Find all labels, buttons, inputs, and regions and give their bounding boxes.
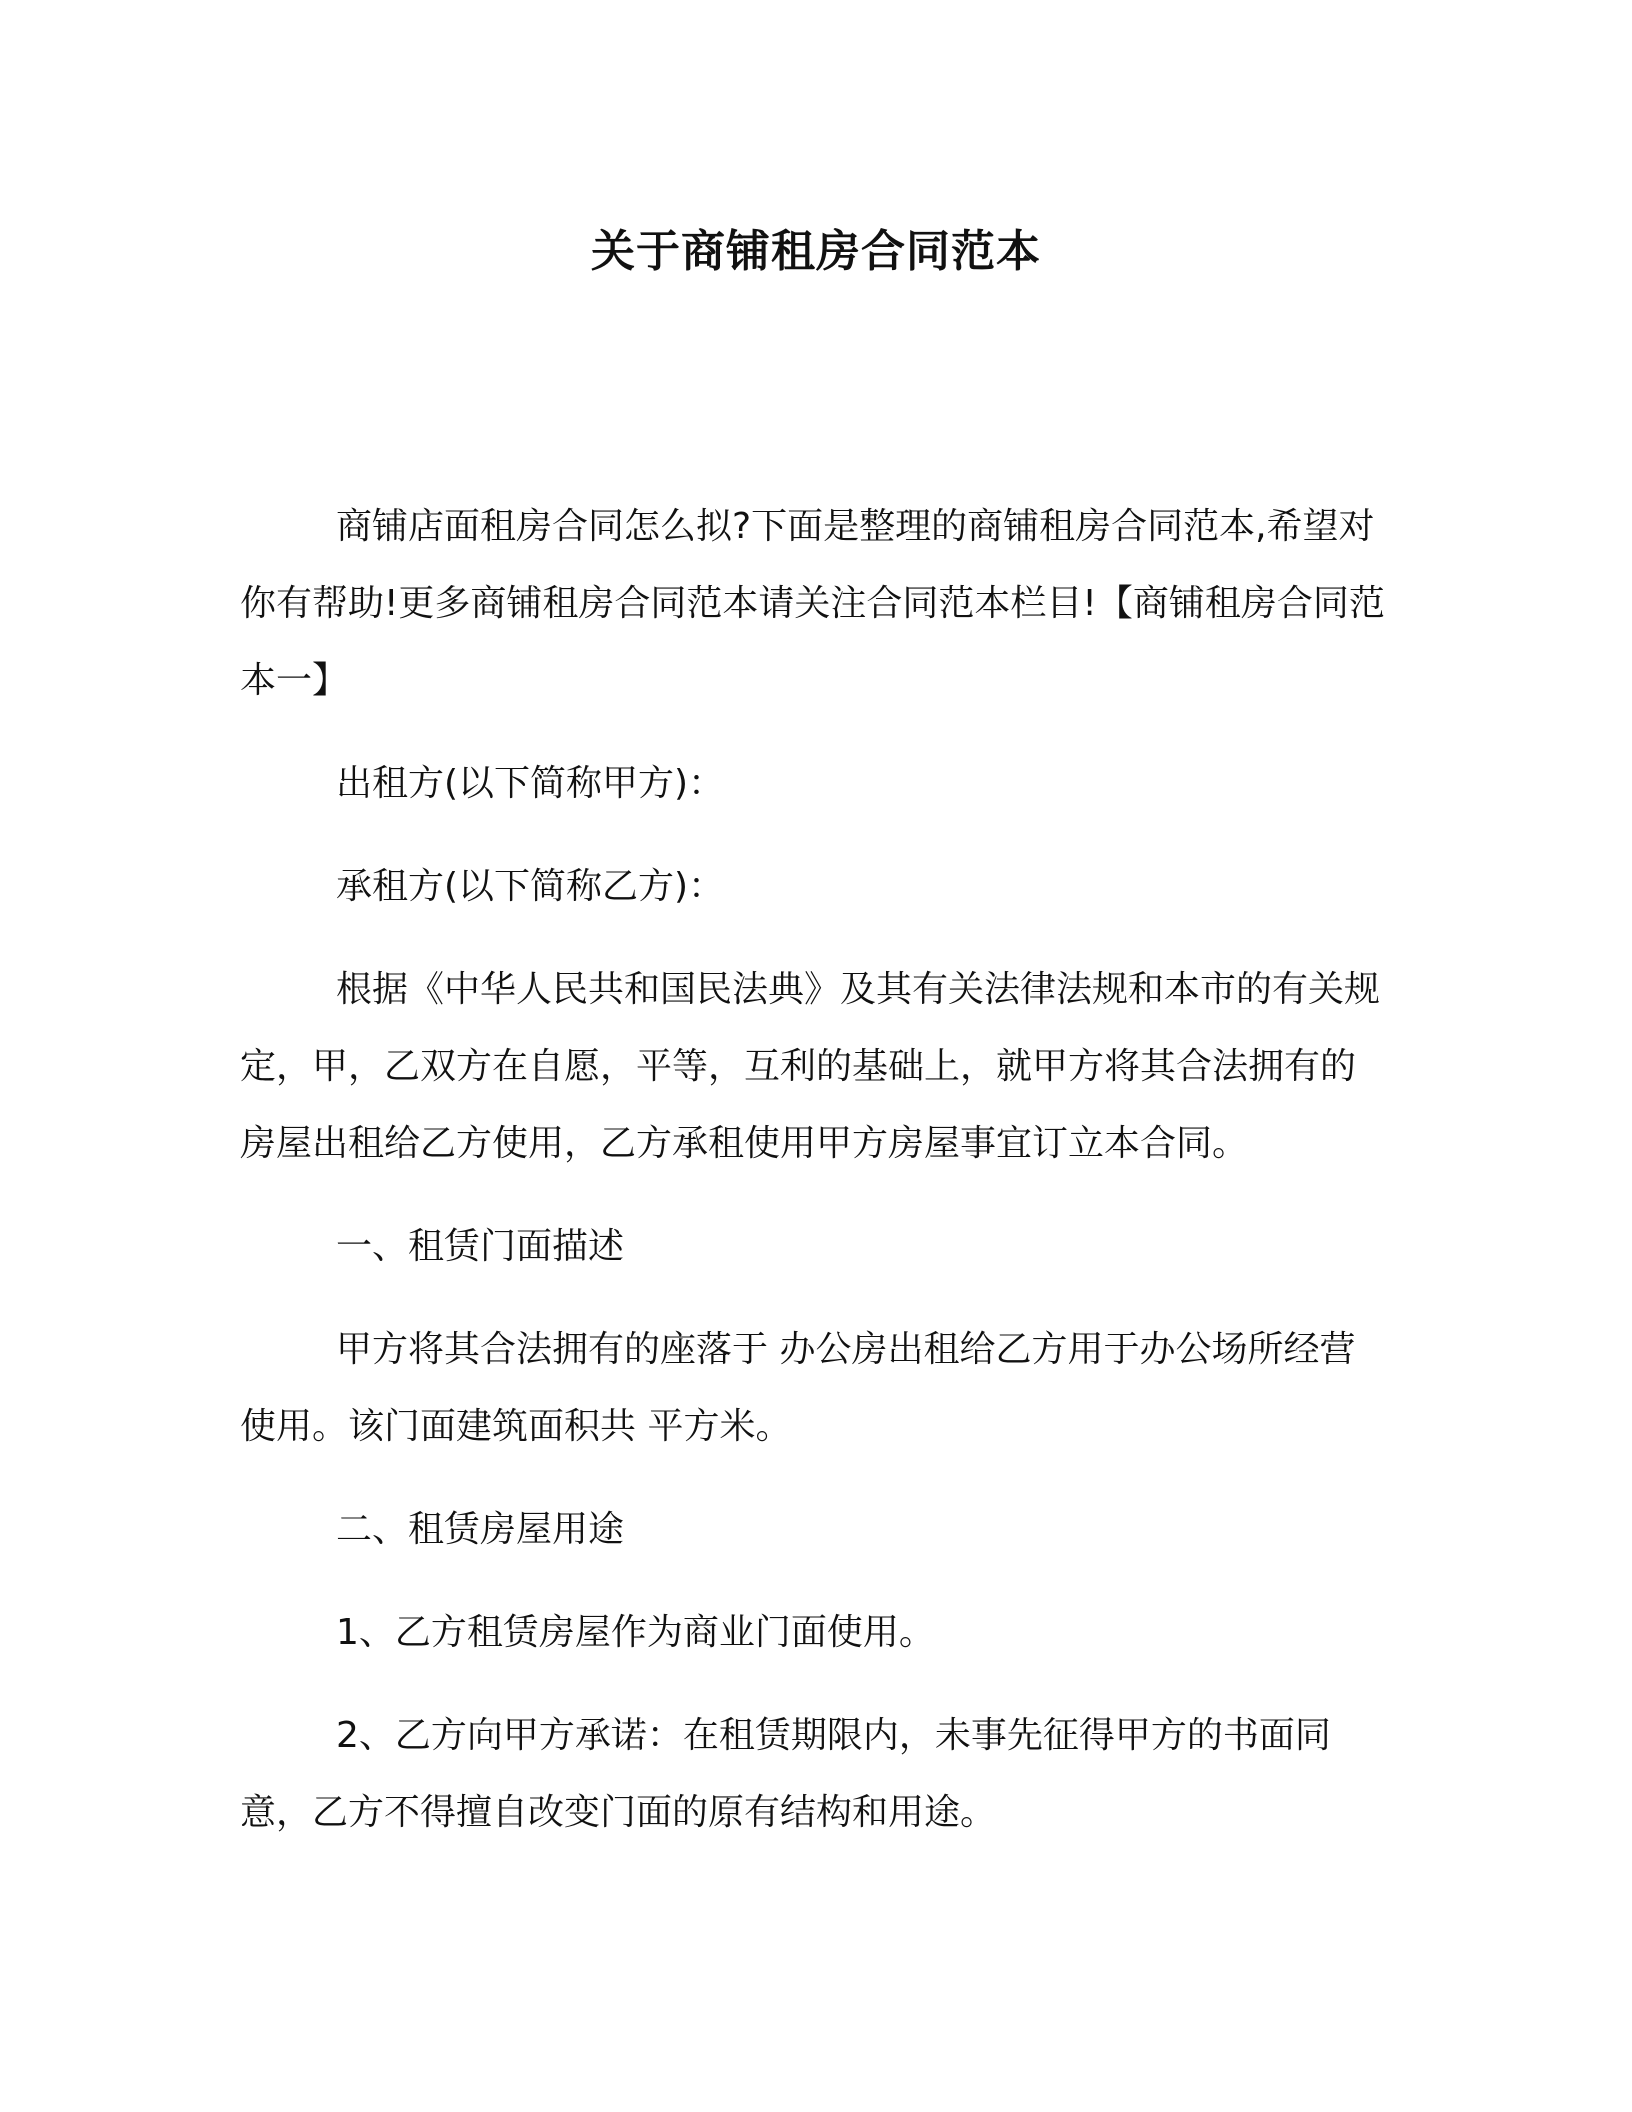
usage-clause-2: 2、乙方向甲方承诺：在租赁期限内，未事先征得甲方的书面同意，乙方不得擅自改变门面的原有结构和用途。 bbox=[240, 1715, 1331, 1833]
document-title: 关于商铺租房合同范本 bbox=[591, 226, 1041, 277]
document-body bbox=[240, 488, 1390, 1877]
usage-clause-1: 1、乙方租赁房屋作为商业门面使用。 bbox=[336, 1612, 935, 1653]
premises-description-paragraph: 甲方将其合法拥有的座落于 办公房出租给乙方用于办公场所经营使用。该门面建筑面积共 平方米。 bbox=[240, 1329, 1356, 1447]
legal-basis-paragraph: 根据《中华人民共和国民法典》及其有关法律法规和本市的有关规定，甲，乙双方在自愿，平等，互利的基础上，就甲方将其合法拥有的房屋出租给乙方使用，乙方承租使用甲方房屋事宜订立本合同。 bbox=[240, 969, 1381, 1164]
intro-paragraph: 商铺店面租房合同怎么拟?下面是整理的商铺租房合同范本,希望对你有帮助!更多商铺租房合同范本请关注合同范本栏目!【商铺租房合同范本一】 bbox=[240, 506, 1385, 701]
section-heading-1: 一、租赁门面描述 bbox=[336, 1226, 625, 1267]
lessee-line: 承租方(以下简称乙方)： bbox=[336, 866, 725, 907]
section-heading-2: 二、租赁房屋用途 bbox=[336, 1509, 625, 1550]
lessor-line: 出租方(以下简称甲方)： bbox=[336, 763, 725, 804]
